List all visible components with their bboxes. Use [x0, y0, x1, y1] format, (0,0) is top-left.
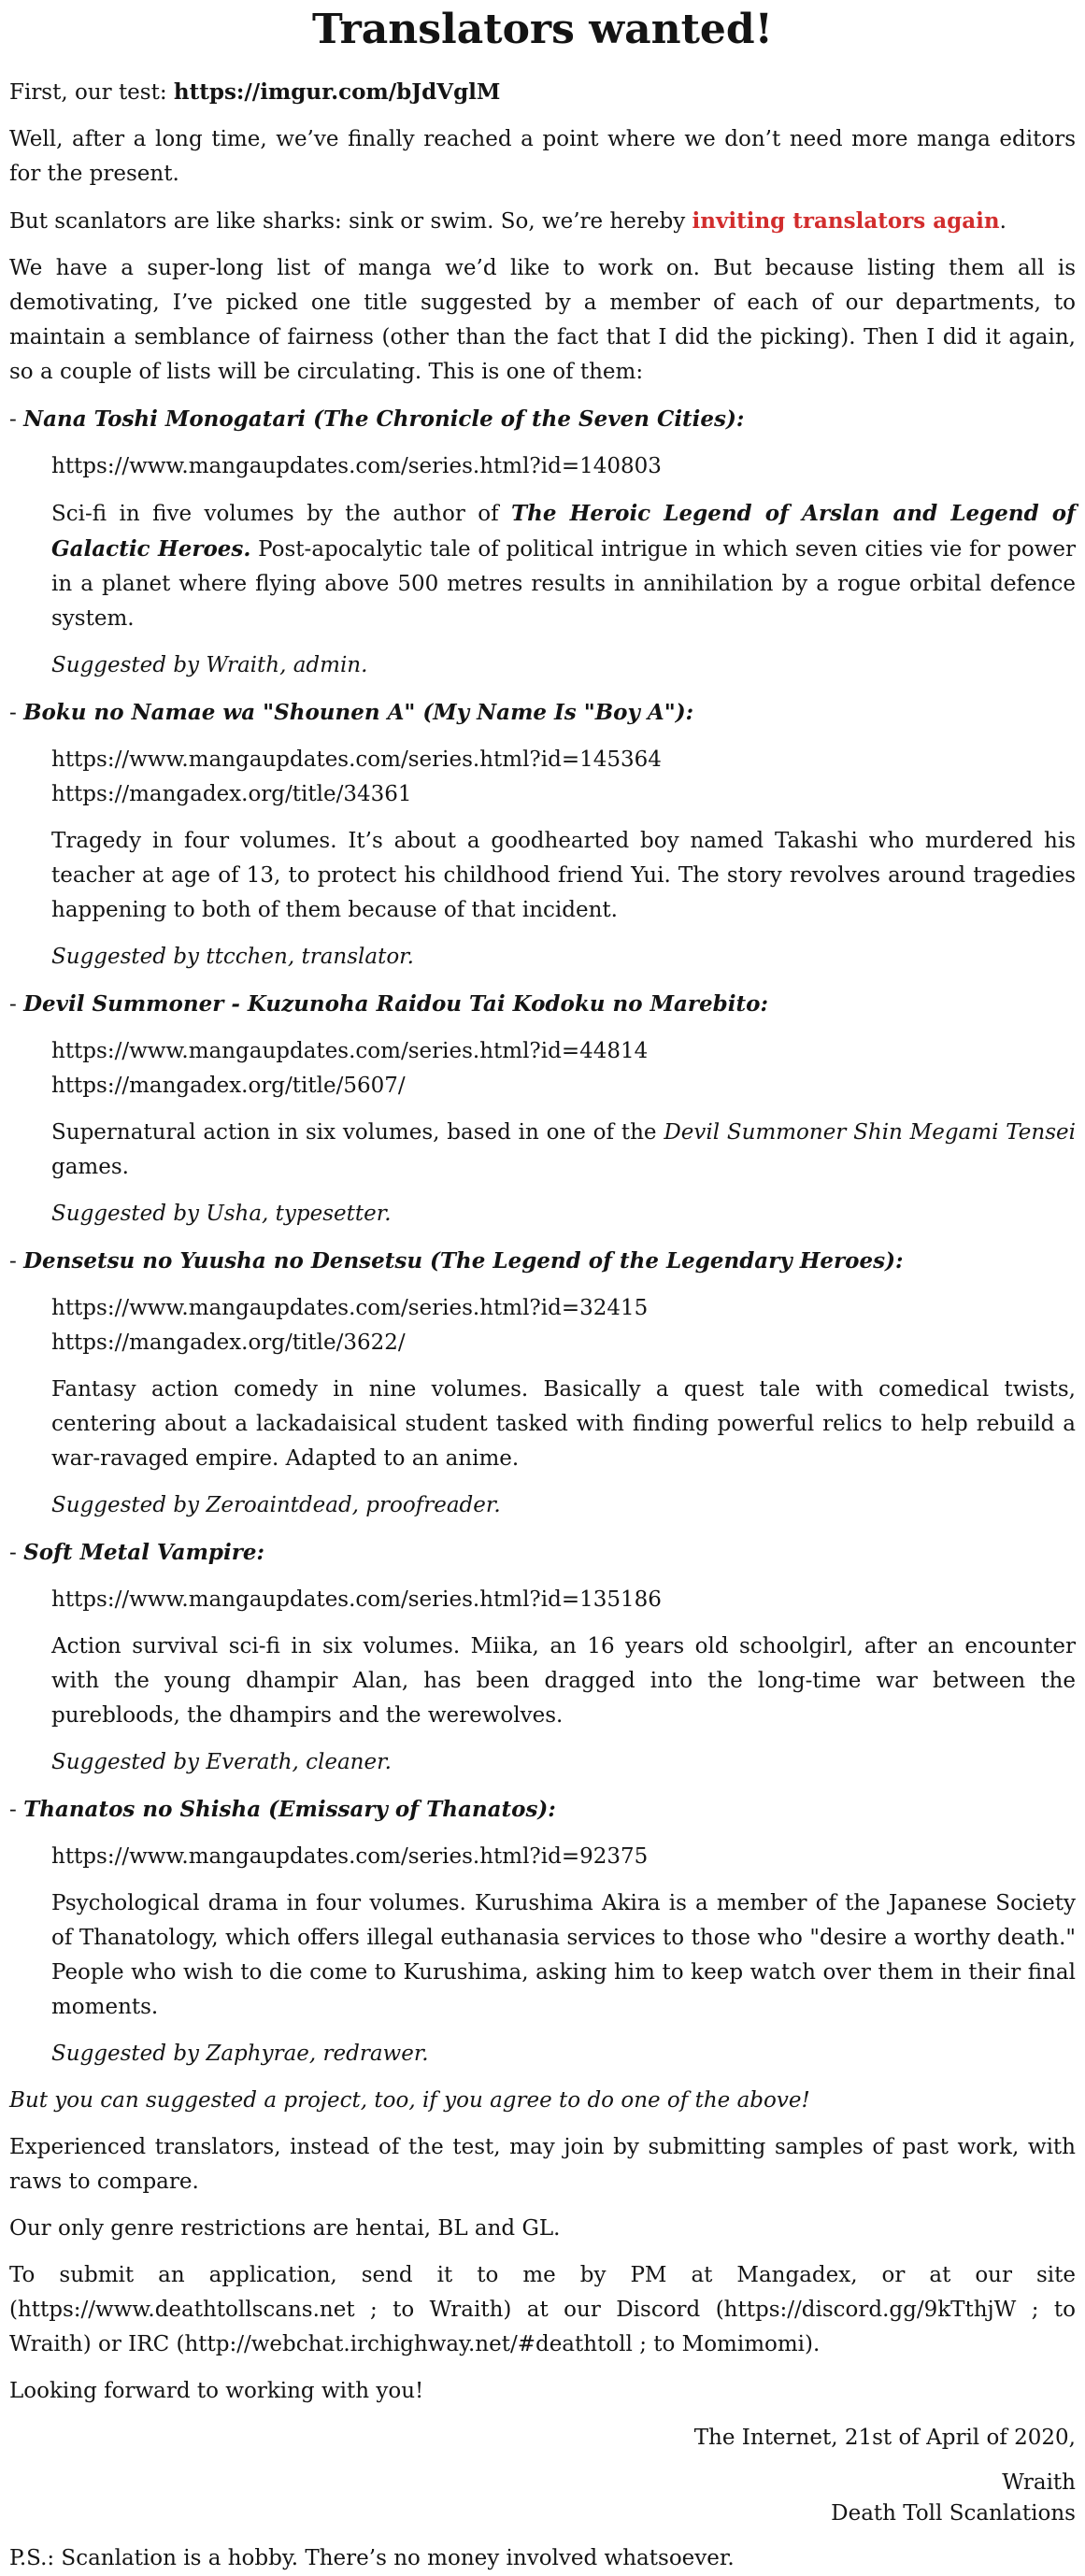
page-title: Translators wanted! [312, 6, 773, 53]
series-title: Nana Toshi Monogatari (The Chronicle of the Seven Cities): [23, 406, 745, 432]
series-item [9, 695, 1076, 975]
description-text: Tragedy in four volumes. It’s about a goodhearted boy named Takashi who murdered his teacher at age of 13, to protect his childhood friend Yui. The story revolves around tragedies happening to both of them because of that incident. [51, 829, 1076, 922]
series-title-line [9, 1792, 1076, 1828]
series-item [9, 1792, 1076, 2071]
series-url: https://mangadex.org/title/34361 [51, 782, 412, 806]
series-item [9, 1244, 1076, 1523]
series-url-block [9, 743, 1076, 812]
test-url: https://imgur.com/bJdVglM [173, 79, 501, 105]
suggest-project-note: But you can suggested a project, too, if you agree to do one of the above! [9, 2088, 810, 2113]
series-url: https://www.mangaupdates.com/series.html?id=32415 [51, 1296, 649, 1320]
series-title-line [9, 402, 1076, 437]
signature-block [9, 2468, 1076, 2529]
series-url-block [9, 1583, 1076, 1617]
series-item [9, 402, 1076, 683]
suggested-by-note: Suggested by Usha, typesetter. [51, 1202, 392, 1226]
series-title-line [9, 695, 1076, 731]
intro-invite-paragraph [9, 204, 1076, 239]
series-description [9, 1630, 1076, 1733]
list-marker: - [9, 1798, 17, 1822]
series-item [9, 987, 1076, 1231]
test-label: First, our test: [9, 80, 174, 105]
list-marker: - [9, 701, 17, 725]
series-title: Soft Metal Vampire: [23, 1540, 264, 1565]
invite-highlight: inviting translators again [692, 208, 1000, 234]
experienced-translators-paragraph: Experienced translators, instead of the test, may join by submitting samples of past work, with raws to compare. [9, 2135, 1076, 2194]
series-url: https://www.mangaupdates.com/series.html?id=140803 [51, 454, 662, 478]
suggested-by-note: Suggested by Zeroaintdead, proofreader. [51, 1493, 501, 1517]
intro-list-paragraph: We have a super-long list of manga we’d like to work on. But because listing them all is demotivating, I’ve picked one title suggested by a member of each of our departments, to maintain a semblance of fairness (other than the fact that I did the picking). Then I did it again, so a couple of lists will be circulating. This is one of them: [9, 256, 1076, 384]
suggested-by-note: Suggested by Everath, cleaner. [51, 1750, 392, 1774]
series-description [9, 1116, 1076, 1185]
description-text: Supernatural action in six volumes, based in one of the [51, 1120, 664, 1145]
series-url: https://www.mangaupdates.com/series.html?id=44814 [51, 1039, 649, 1063]
suggested-by-note: Suggested by ttcchen, translator. [51, 945, 414, 969]
series-title-line [9, 987, 1076, 1022]
suggested-by-note: Suggested by Wraith, admin. [51, 653, 368, 677]
list-marker: - [9, 1249, 17, 1274]
series-url: https://www.mangaupdates.com/series.html?id=92375 [51, 1844, 649, 1869]
series-item [9, 1535, 1076, 1780]
series-url-block [9, 1034, 1076, 1103]
series-url: https://mangadex.org/title/3622/ [51, 1331, 406, 1355]
series-title: Densetsu no Yuusha no Densetsu (The Legend of the Legendary Heroes): [23, 1248, 904, 1274]
invite-suffix: . [999, 209, 1006, 234]
series-title-line [9, 1244, 1076, 1279]
suggested-by-note: Suggested by Zaphyrae, redrawer. [51, 2042, 429, 2066]
series-url: https://www.mangaupdates.com/series.html?id=145364 [51, 747, 662, 772]
description-text: Post-apocalytic tale of political intrigue in which seven cities vie for power in a planet where flying above 500 metres results in annihilation by a rogue orbital defence system. [51, 537, 1076, 631]
signature-group: Death Toll Scanlations [831, 2501, 1076, 2526]
description-text: Action survival sci-fi in six volumes. Miika, an 16 years old schoolgirl, after an encounter with the young dhampir Alan, has been dragged into the long-time war between the purebloods, the dhampirs and the werewolves. [51, 1634, 1076, 1728]
series-title: Boku no Namae wa "Shounen A" (My Name Is "Boy A"): [23, 700, 694, 725]
series-title: Thanatos no Shisha (Emissary of Thanatos): [23, 1797, 556, 1822]
list-marker: - [9, 1541, 17, 1565]
series-url-block [9, 1840, 1076, 1874]
closing-greeting: Looking forward to working with you! [9, 2379, 424, 2403]
signature-name: Wraith [1002, 2470, 1076, 2495]
application-instructions-paragraph: To submit an application, send it to me by PM at Mangadex, or at our site (https://www.deathtollscans.net ; to Wraith) at our Discord (https://discord.gg/9kTthjW ; to Wraith) or IRC (http://webchat.irchighway.net/#deathtoll ; to Momimomi). [9, 2263, 1076, 2356]
series-url-block [9, 1291, 1076, 1360]
series-description [9, 496, 1076, 636]
invite-prefix: But scanlators are like sharks: sink or swim. So, we’re hereby [9, 209, 692, 234]
series-description [9, 1373, 1076, 1476]
list-marker: - [9, 407, 17, 432]
genre-restrictions-paragraph: Our only genre restrictions are hentai, BL and GL. [9, 2216, 561, 2241]
description-text: games. [51, 1155, 129, 1179]
test-instruction-line [9, 75, 1076, 110]
series-description [9, 824, 1076, 928]
referenced-work-title: Devil Summoner Shin Megami Tensei [664, 1120, 1076, 1145]
series-url: https://www.mangaupdates.com/series.html?id=135186 [51, 1587, 662, 1612]
ps-note: P.S.: Scanlation is a hobby. There’s no money involved whatsoever. [9, 2546, 735, 2570]
intro-editors-paragraph: Well, after a long time, we’ve finally reached a point where we don’t need more manga editors for the present. [9, 127, 1076, 186]
referenced-work-title: The Heroic Legend of Arslan and Legend of Galactic Heroes. [51, 501, 1077, 562]
dateline: The Internet, 21st of April of 2020, [693, 2426, 1076, 2450]
series-title-line [9, 1535, 1076, 1571]
series-url: https://mangadex.org/title/5607/ [51, 1074, 406, 1098]
series-description [9, 1886, 1076, 2025]
list-marker: - [9, 992, 17, 1017]
description-text: Sci-fi in five volumes by the author of [51, 502, 512, 526]
description-text: Fantasy action comedy in nine volumes. Basically a quest tale with comedical twists, centering about a lackadaisical student tasked with finding powerful relics to help rebuild a war-ravaged empire. Adapted to an anime. [51, 1377, 1076, 1471]
description-text: Psychological drama in four volumes. Kurushima Akira is a member of the Japanese Society of Thanatology, which offers illegal euthanasia services to those who "desire a worthy death." People who wish to die come to Kurushima, asking him to keep watch over them in their final moments. [51, 1891, 1076, 2019]
series-url-block [9, 449, 1076, 484]
series-title: Devil Summoner - Kuzunoha Raidou Tai Kodoku no Marebito: [23, 991, 768, 1017]
